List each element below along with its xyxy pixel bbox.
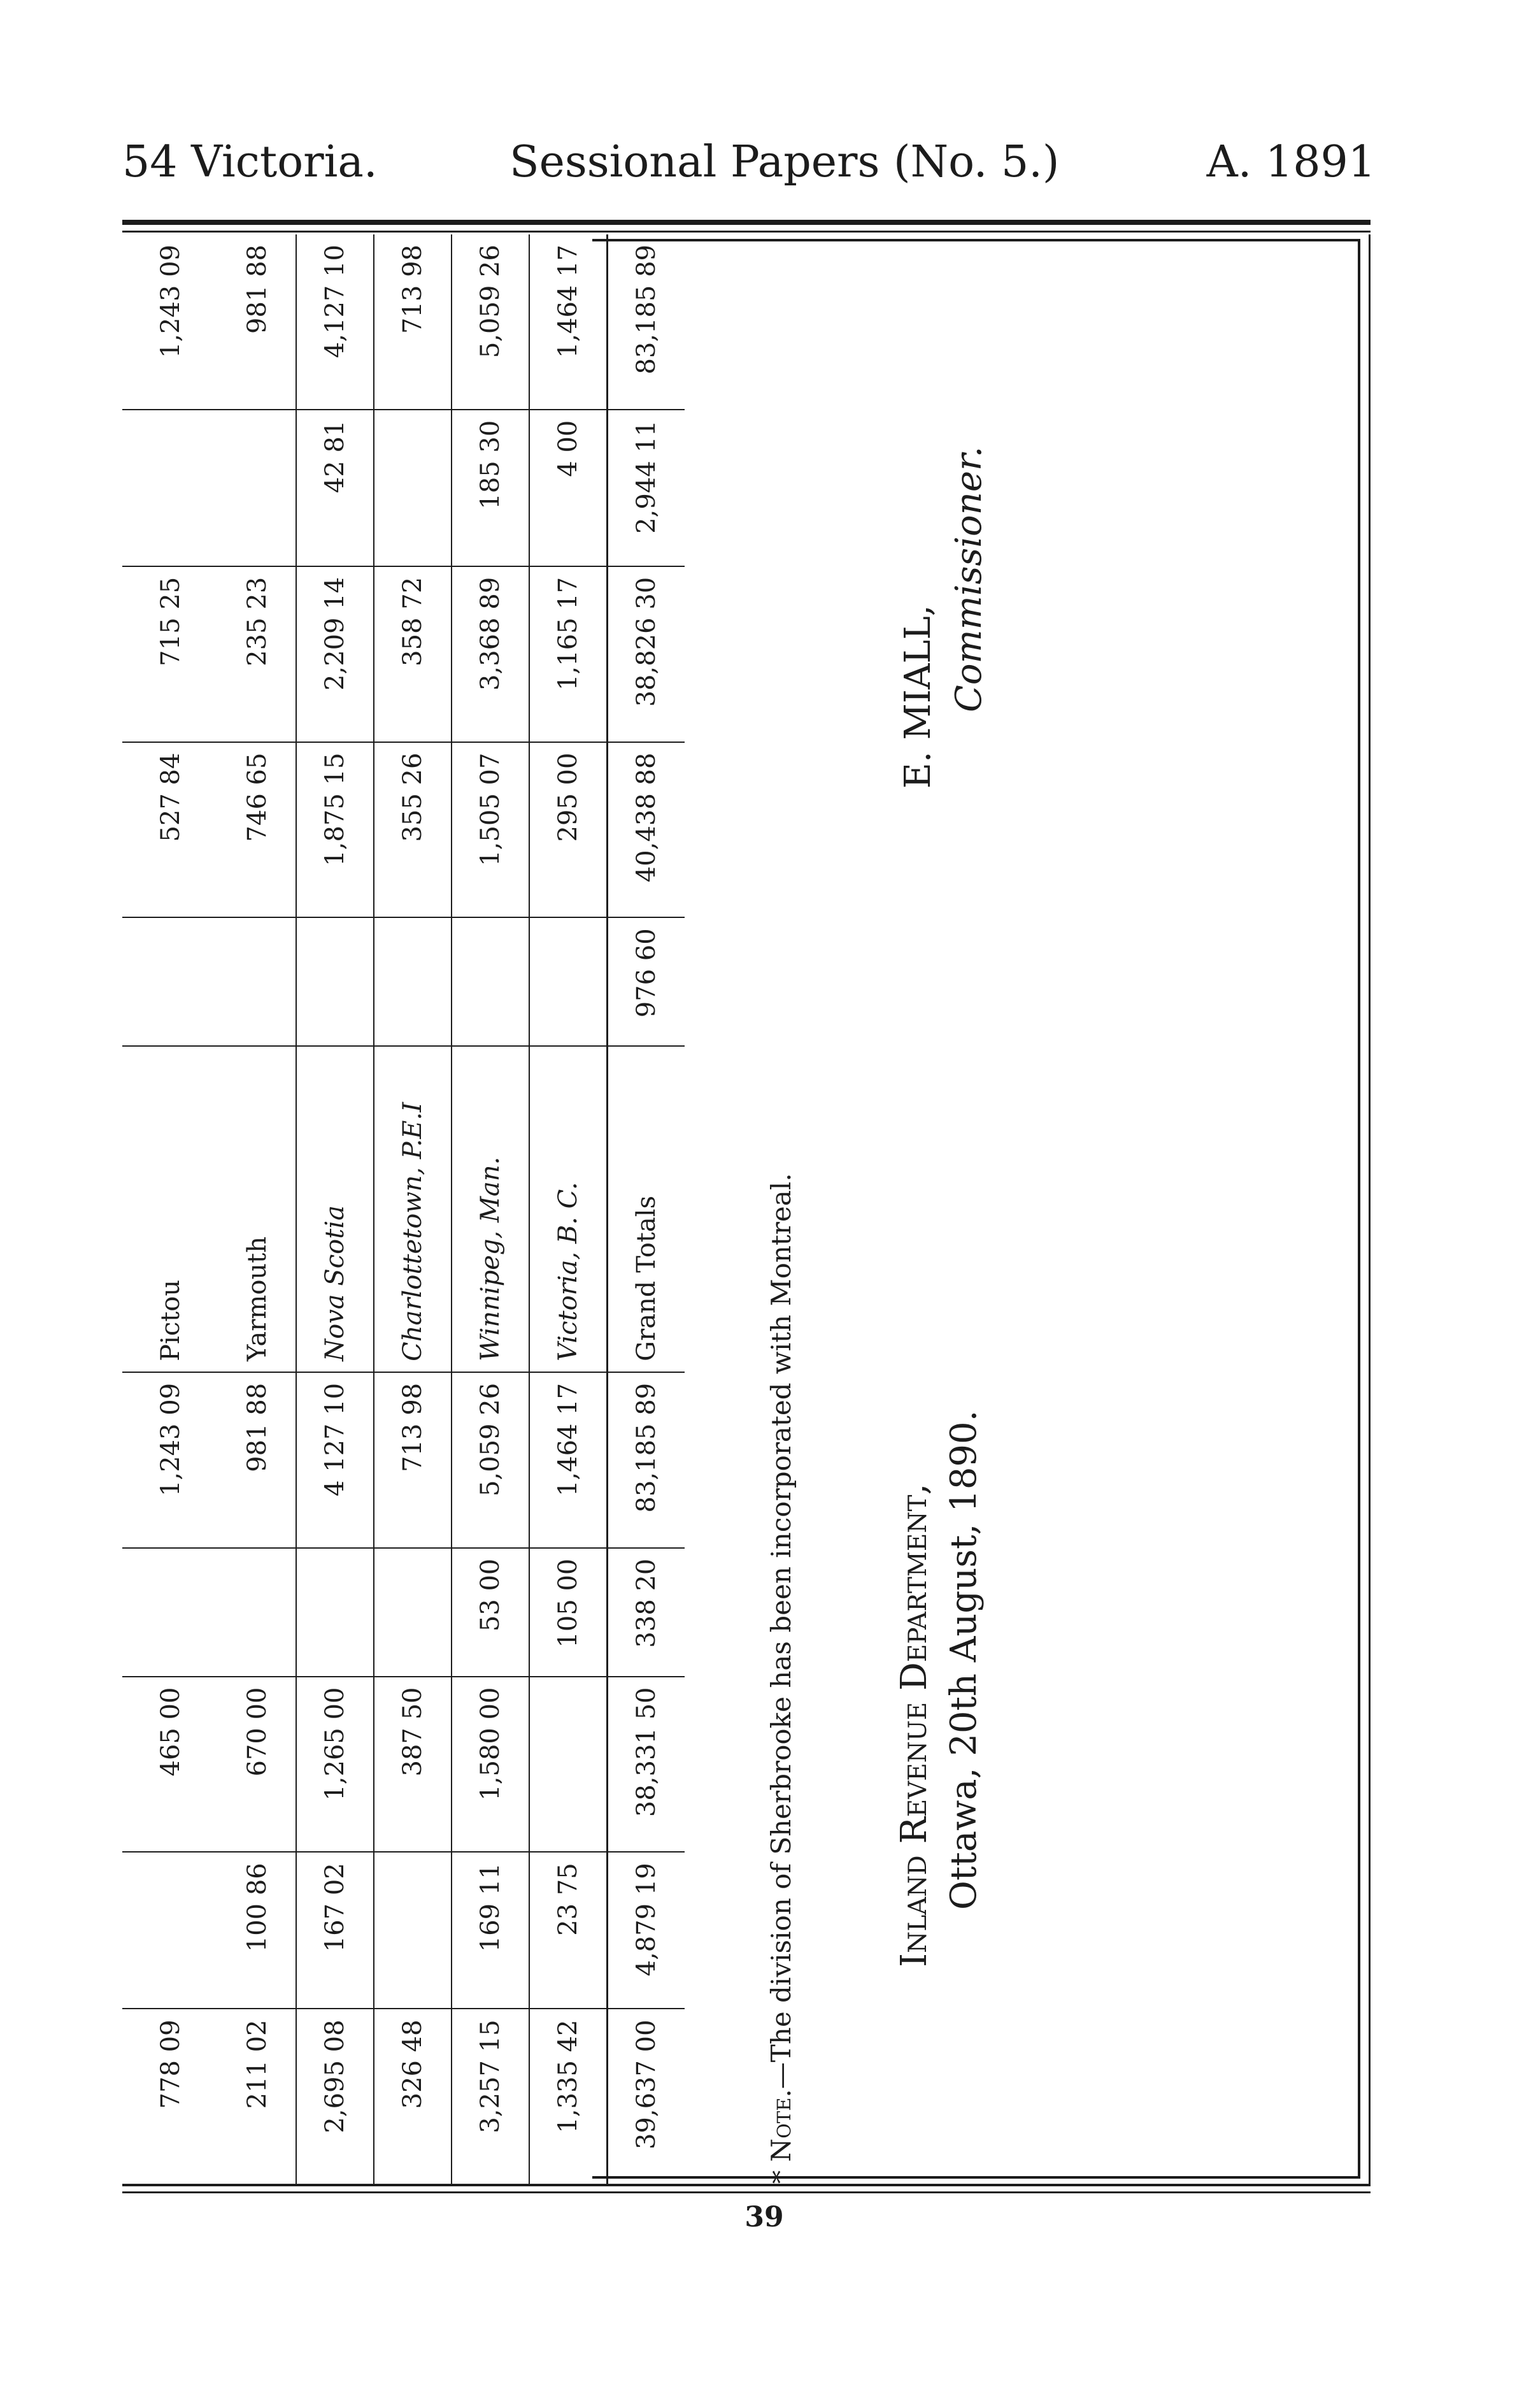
province-name: Charlottetown, P.E.I xyxy=(374,1046,452,1372)
header-year: A. 1891 xyxy=(1206,137,1376,187)
cell: 5,059 26 xyxy=(452,1372,529,1548)
division-name: Yarmouth xyxy=(219,1046,296,1372)
cell: 40,438 88 xyxy=(608,742,685,918)
signatory-name: E. MIALL, xyxy=(897,605,939,789)
cell: 778 09 xyxy=(122,2009,219,2184)
cell xyxy=(529,917,608,1046)
cell: 4 127 10 xyxy=(296,1372,374,1548)
signature-block xyxy=(893,447,995,789)
cell: 235 23 xyxy=(219,566,296,742)
cell xyxy=(296,1548,374,1677)
cell xyxy=(374,1852,452,2009)
cell: 1,464 17 xyxy=(529,234,608,410)
cell: 358 72 xyxy=(374,566,452,742)
cell xyxy=(122,410,219,566)
cell: 746 65 xyxy=(219,742,296,918)
cell: 1,265 00 xyxy=(296,1677,374,1853)
cell xyxy=(122,1548,219,1677)
cell: 670 00 xyxy=(219,1677,296,1853)
table-row xyxy=(122,234,219,2184)
cell: 83,185 89 xyxy=(608,234,685,410)
cell xyxy=(374,410,452,566)
cell: 185 30 xyxy=(452,410,529,566)
cell: 715 25 xyxy=(122,566,219,742)
cell: 326 48 xyxy=(374,2009,452,2184)
cell xyxy=(374,917,452,1046)
table-row xyxy=(529,234,608,2184)
cell: 4,879 19 xyxy=(608,1852,685,2009)
cell: 2,209 14 xyxy=(296,566,374,742)
top-rule xyxy=(122,220,1371,225)
table-row xyxy=(219,234,296,2184)
cell: 355 26 xyxy=(374,742,452,918)
cell: 1,243 09 xyxy=(122,1372,219,1548)
department-name: Inland Revenue Department, xyxy=(894,1483,935,1967)
cell: 38,826 30 xyxy=(608,566,685,742)
cell xyxy=(374,1548,452,1677)
cell: 105 00 xyxy=(529,1548,608,1677)
province-name: Winnipeg, Man. xyxy=(452,1046,529,1372)
footnote-star: * xyxy=(766,2161,797,2184)
cell: 981 88 xyxy=(219,1372,296,1548)
cell: 169 11 xyxy=(452,1852,529,2009)
cell: 976 60 xyxy=(608,917,685,1046)
header-session: 54 Victoria. xyxy=(122,137,378,187)
cell: 23 75 xyxy=(529,1852,608,2009)
page-number: 39 xyxy=(744,2201,784,2233)
division-name: Pictou xyxy=(122,1046,219,1372)
bottom-rule xyxy=(122,2184,1371,2186)
cell: 4,127 10 xyxy=(296,234,374,410)
province-name: Nova Scotia xyxy=(296,1046,374,1372)
department-block xyxy=(890,1410,989,1967)
cell: 1,165 17 xyxy=(529,566,608,742)
cell: 981 88 xyxy=(243,245,272,334)
table-row xyxy=(452,234,529,2184)
cell: 713 98 xyxy=(374,1372,452,1548)
table-row-total xyxy=(608,234,685,2184)
cell: 3,257 15 xyxy=(452,2009,529,2184)
signatory-title: Commissioner. xyxy=(948,446,990,712)
cell: 1,505 07 xyxy=(452,742,529,918)
table-row xyxy=(374,234,452,2184)
footnote xyxy=(766,400,797,2184)
cell xyxy=(452,917,529,1046)
table-row xyxy=(296,234,374,2184)
cell: 5,059 26 xyxy=(452,234,529,410)
cell: 2,695 08 xyxy=(296,2009,374,2184)
cell: 2,944 11 xyxy=(608,410,685,566)
bottom-rule-thin xyxy=(122,2191,1371,2193)
cell xyxy=(122,917,219,1046)
cell xyxy=(529,1677,608,1853)
cell: 295 00 xyxy=(529,742,608,918)
cell: 211 02 xyxy=(219,2009,296,2184)
cell: 4 00 xyxy=(529,410,608,566)
cell xyxy=(296,917,374,1046)
returns-table xyxy=(122,234,685,2184)
cell: 713 98 xyxy=(374,234,452,410)
department-date: Ottawa, 20th August, 1890. xyxy=(943,1410,985,1910)
footnote-text: .—The division of Sherbrooke has been incorporated with Montreal. xyxy=(766,1173,797,2098)
grand-totals-label: Grand Totals xyxy=(608,1046,685,1372)
cell: 39,637 00 xyxy=(608,2009,685,2184)
cell xyxy=(219,1548,296,1677)
cell: 1,335 42 xyxy=(529,2009,608,2184)
cell: 387 50 xyxy=(374,1677,452,1853)
cell: 1,464 17 xyxy=(529,1372,608,1548)
rotated-page-content xyxy=(122,234,1371,2184)
cell: 527 84 xyxy=(122,742,219,918)
cell xyxy=(219,410,296,566)
cell: 53 00 xyxy=(452,1548,529,1677)
cell xyxy=(219,917,296,1046)
cell xyxy=(122,1852,219,2009)
cell: 1,875 15 xyxy=(296,742,374,918)
cell: 338 20 xyxy=(608,1548,685,1677)
cell: 83,185 89 xyxy=(608,1372,685,1548)
cell: 38,331 50 xyxy=(608,1677,685,1853)
cell: 167 02 xyxy=(296,1852,374,2009)
cell: 100 86 xyxy=(219,1852,296,2009)
footnote-label: Note xyxy=(766,2097,797,2162)
cell: 1,580 00 xyxy=(452,1677,529,1853)
cell: 42 81 xyxy=(296,410,374,566)
cell: 1,243 09 xyxy=(156,245,185,359)
province-name: Victoria, B. C. xyxy=(529,1046,608,1372)
top-rule-thin xyxy=(122,231,1371,233)
cell: 3,368 89 xyxy=(452,566,529,742)
cell: 465 00 xyxy=(122,1677,219,1853)
header-title: Sessional Papers (No. 5.) xyxy=(509,137,1060,187)
